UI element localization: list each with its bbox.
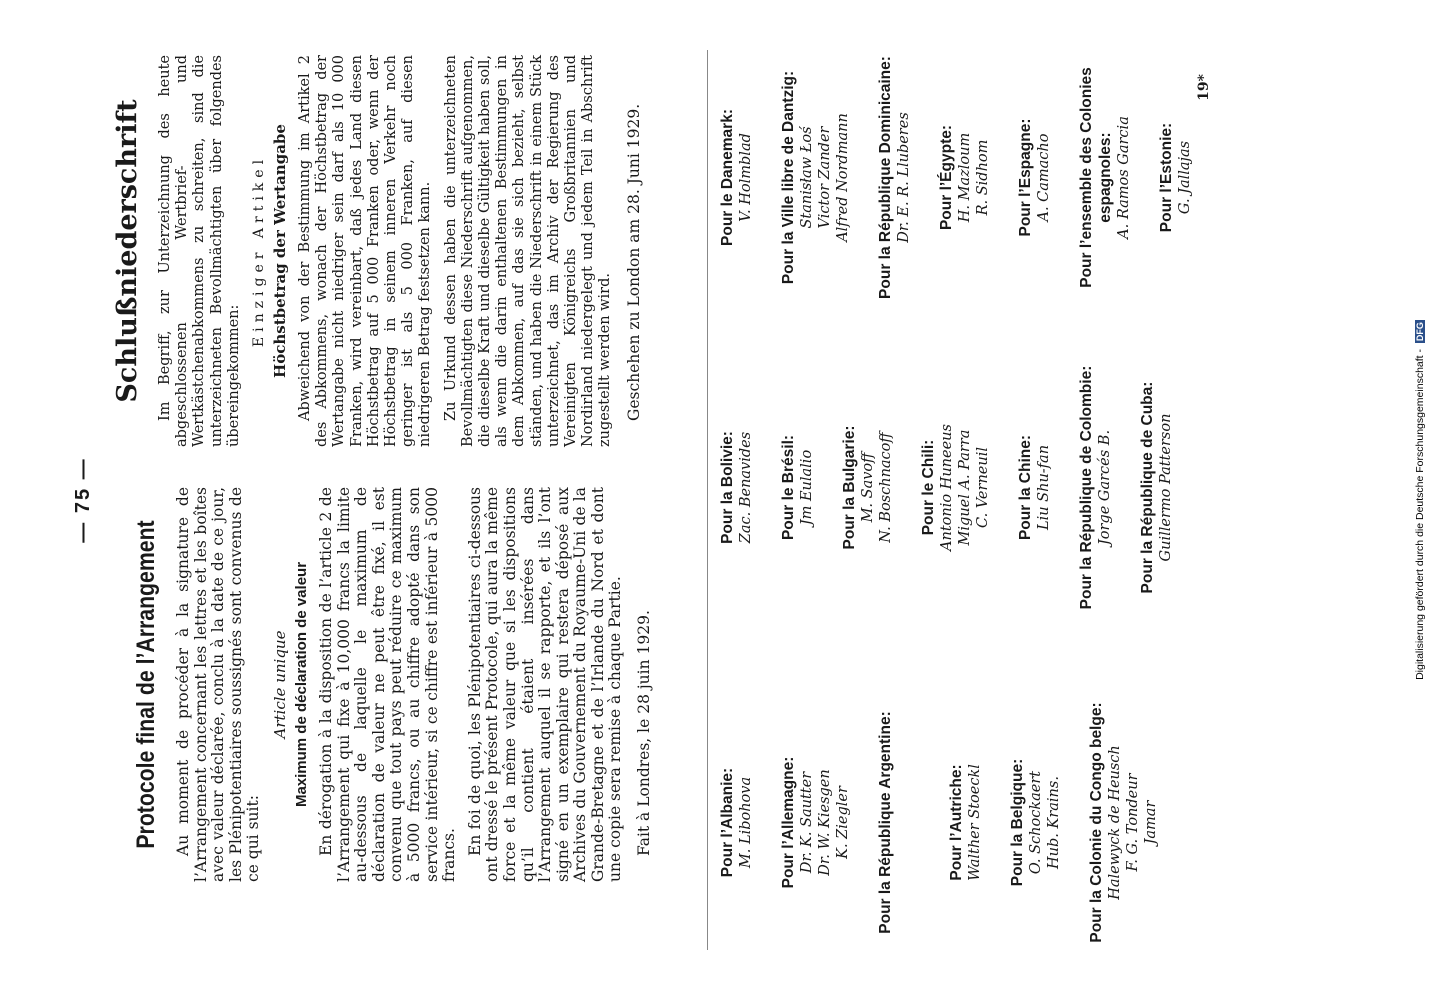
german-article-label: Einziger Artikel: [251, 154, 268, 348]
signature-group: [876, 695, 895, 950]
signature-group: [779, 360, 816, 615]
signatory-name: Jamar: [1143, 800, 1159, 845]
signatory-name: Jm Eulalio: [799, 449, 815, 526]
signatory-name: Jorge Garcés B.: [1097, 429, 1113, 546]
signatory-name: Antonio Huneeus: [939, 424, 955, 551]
signatory-country: Pour le Danemark:: [719, 109, 736, 246]
german-witness-text: Zu Urkund dessen haben die unterzeichneten Bevollmächtigten diese Niederschrift aufgenommen, die dieselbe Kraft und dieselbe Gültigkeit haben soll, als wenn die darin enthaltenen Bestimmungen in dem Abkommen, auf das sie sich bezieht, selbst ständen, und haben die Niederschrift in einem Stück unterzeichnet, das im Archiv der Regierung des Vereinigten Königreichs Großbritannien und Nordirland niedergelegt und jedem Teil in Abschrift zugestellt werden wird.: [442, 55, 614, 447]
german-intro: Im Begriff, zur Unterzeichnung des heute abgeschlossenen Wertbrief- und Wertkästchenabkommens zu schreiten, sind die unterzeichneten Bevollmächtigten über folgendes übereingekommen:: [157, 55, 242, 447]
signature-group: [919, 360, 992, 615]
digitization-note: [1414, 0, 1426, 1000]
dfg-logo: DFG: [1415, 322, 1425, 342]
french-column: [132, 487, 653, 882]
signature-group: [718, 695, 755, 950]
signature-group: [1077, 360, 1114, 615]
signatory-name: G. Jallajas: [1177, 140, 1193, 215]
signatory-country: Pour la Bulgarie:: [841, 425, 858, 550]
french-intro: Au moment de procéder à la signature de l’Arrangement concernant les lettres et les boîtes avec valeur déclarée, conclu à la date de ce jour, les Plénipotentiaires soussignés sont convenus de ce qui suit:: [174, 487, 263, 882]
signature-group: [840, 360, 895, 615]
signatory-name: Dr. E. R. Lluberes: [896, 112, 912, 243]
signatory-country: Pour la Belgique:: [1009, 758, 1026, 887]
signatory-name: Dr. W. Kiesgen: [817, 769, 833, 876]
french-article-text: En dérogation à la disposition de l’article 2 de l’Arrangement qui fixe à 10,000 francs la limite au-dessous de laquelle le maximum de déclaration de valeur ne peut être fixé, il est convenu que tout pays peut réduire ce maximum à 5000 francs, ou au chiffre adopté dans son service intérieur, si ce chiffre est inférieur à 5000 francs.: [316, 487, 459, 882]
signatory-country: Pour le Brésil:: [780, 434, 797, 541]
signatory-country: Pour la République de Colombie:: [1078, 365, 1095, 610]
page-number: — 75 —: [72, 457, 94, 543]
signatory-name: F. G. Tondeur: [1125, 773, 1141, 872]
signatory-country: Pour l’Espagne:: [1017, 118, 1034, 237]
signatory-country: Pour la République Dominicaine:: [877, 56, 894, 299]
german-closing: Geschehen zu London am 28. Juni 1929.: [624, 103, 643, 421]
signatory-name: K. Ziegler: [835, 786, 851, 859]
german-column: [112, 55, 643, 447]
signatory-name: Walther Stoeckl: [967, 764, 983, 881]
signatory-name: Guillermo Patterson: [1158, 413, 1174, 562]
signature-group: [1157, 50, 1194, 305]
page-mark: 19*: [1196, 74, 1212, 101]
signatory-country: Pour la République Argentine:: [877, 711, 894, 934]
signature-group: [947, 695, 984, 950]
signature-group: [1077, 50, 1133, 305]
signature-group: [718, 360, 755, 615]
signatory-name: M. Libohova: [738, 776, 754, 869]
signature-group: [1138, 360, 1175, 615]
signatory-name: Hub. Krains.: [1046, 776, 1062, 869]
signature-group: [1016, 50, 1053, 305]
french-closing: Fait à Londres, le 28 juin 1929.: [635, 610, 654, 856]
signatory-country: Pour la Bolivie:: [719, 431, 736, 544]
signatory-name: Liu Shu-fan: [1036, 444, 1052, 531]
signature-group: [779, 50, 852, 305]
signatory-name: N. Boschnacoff: [878, 432, 894, 543]
signatory-country: Pour l’Égypte:: [938, 124, 955, 231]
german-article-text: Abweichend von der Bestimmung im Artikel 2 des Abkommens, wonach der Höchstbetrag der Wertangabe nicht niedriger sein darf als 10 000 Franken, wird vereinbart, daß jedes Land diesen Höchstbetrag auf 5 000 Franken oder, wenn der Höchstbetrag in seinem inneren Verkehr noch geringer ist als 5 000 Franken, auf diesen niedrigeren Betrag festsetzen kann.: [297, 55, 434, 447]
signatory-name: Victor Zander: [817, 126, 833, 229]
signatory-name: R. Sidhom: [975, 139, 991, 216]
signatory-country: Pour la République de Cuba:: [1139, 381, 1156, 594]
section-divider: [707, 50, 708, 950]
signature-column-3: [718, 50, 1212, 305]
signatory-name: V. Holmblad: [738, 133, 754, 222]
signatory-country: Pour la Ville libre de Dantzig:: [780, 70, 797, 285]
signatory-country: Pour l’ensemble des Colonies espagnoles:: [1078, 67, 1114, 288]
signatory-name: Miguel A. Parra: [957, 429, 973, 546]
signatory-name: Zac. Benavides: [738, 431, 754, 544]
signatory-name: Dr. K. Sautter: [799, 771, 815, 874]
signatory-name: H. Mazloum: [957, 132, 973, 223]
signatory-country: Pour l’Autriche:: [948, 764, 965, 881]
signatory-name: O. Schockaert: [1028, 770, 1044, 875]
signatory-country: Pour la Chine:: [1017, 434, 1034, 541]
german-title: Schlußniederschrift: [112, 99, 143, 403]
signature-group: [1016, 360, 1053, 615]
signature-column-2: [718, 360, 1199, 615]
signature-column-1: [718, 695, 1184, 950]
digitization-text: Digitalisierung gefördert durch die Deutsche Forschungsgemeinschaft -: [1414, 349, 1426, 680]
signature-group: [779, 695, 852, 950]
signatory-name: A. Ramos Garcia: [1116, 116, 1132, 239]
signature-group: [1087, 695, 1160, 950]
signatory-country: Pour l’Albanie:: [719, 767, 736, 878]
french-witness-text: En foi de quoi, les Plénipotentiaires ci-dessous ont dressé le présent Protocole, qui aura la même force et la même valeur que si les dispositions qu’il contient étaient insérées dans l’Arrangement auquel il se rapporte, et ils l’ont signé en un exemplaire qui restera déposé aux Archives du Gouvernement du Royaume-Uni de la Grande-Bretagne et de l’Irlande du Nord et dont une copie sera remise à chaque Partie.: [465, 487, 625, 882]
signatory-name: Alfred Nordmann: [835, 113, 851, 242]
signatory-name: C. Verneuil: [975, 447, 991, 528]
signature-group: [876, 50, 913, 305]
signatory-name: Stanisław Łoś: [799, 126, 815, 229]
signatory-name: M. Savoff: [860, 452, 876, 523]
signature-group: [937, 50, 992, 305]
signatory-country: Pour le Chili:: [920, 439, 937, 536]
signatory-country: Pour la Colonie du Congo belge:: [1088, 702, 1105, 943]
signatory-country: Pour l’Estonie:: [1158, 122, 1175, 233]
german-article-heading: Höchstbetrag der Wertangabe: [271, 124, 290, 378]
signatory-name: A. Camacho: [1036, 133, 1052, 222]
signatory-country: Pour l’Allemagne:: [780, 756, 797, 889]
french-article-label: Article unique: [270, 630, 289, 739]
signatory-name: Halewyck de Heusch: [1107, 745, 1123, 900]
signature-group: [718, 50, 755, 305]
french-article-heading: Maximum de déclaration de valeur: [292, 561, 310, 808]
french-title: Protocole final de l’Arrangement: [132, 520, 160, 849]
signature-group: [1008, 695, 1063, 950]
